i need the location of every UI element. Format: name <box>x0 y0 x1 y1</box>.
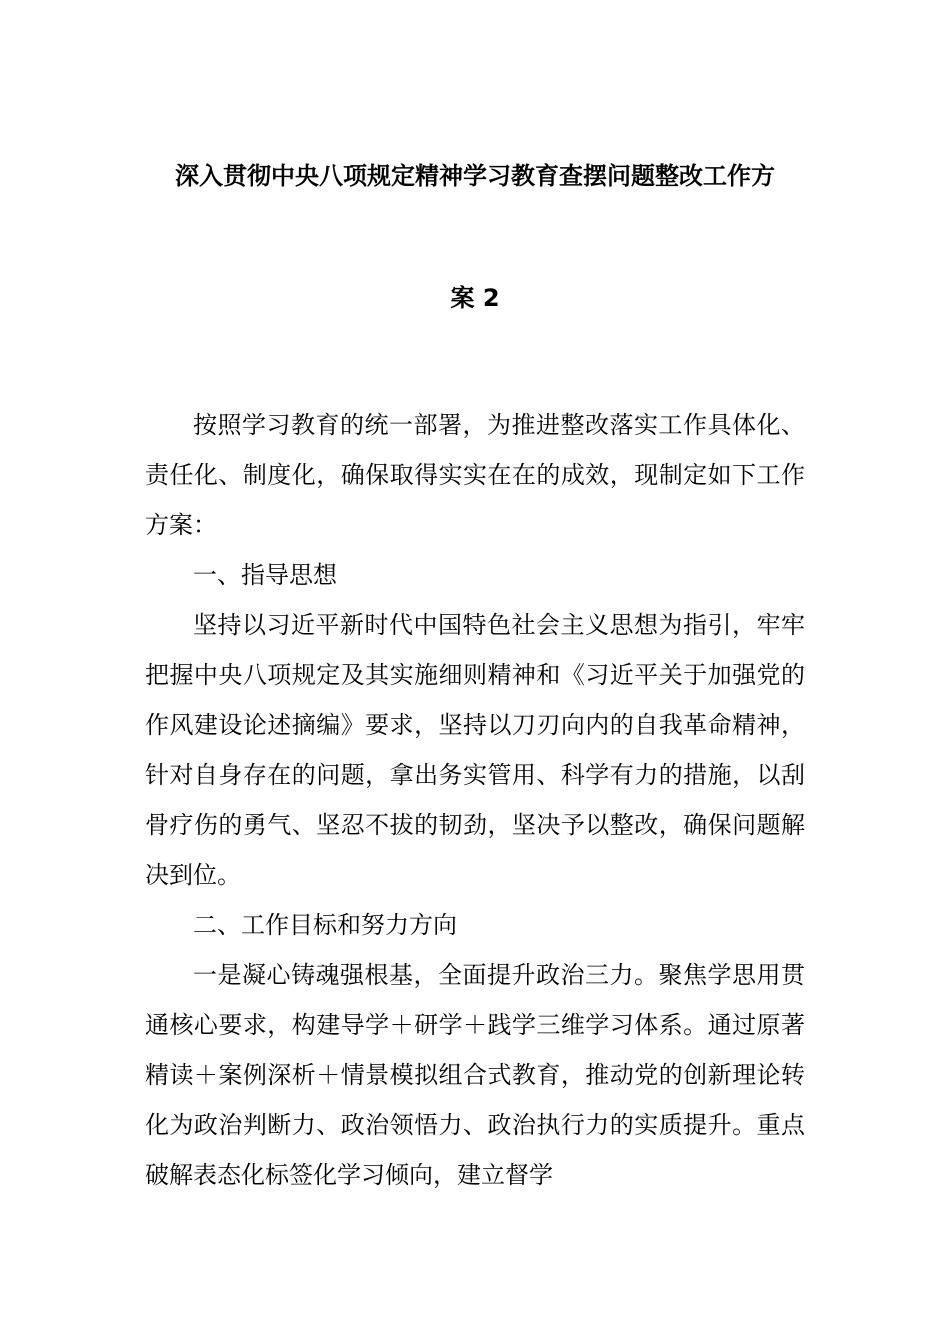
guiding-ideology-paragraph: 坚持以习近平新时代中国特色社会主义思想为指引，牢牢把握中央八项规定及其实施细则精神和《习近平关于加强党的作风建设论述摘编》要求，坚持以刀刃向内的自我革命精神，针对自身存在的问题，拿出务实管用、科学有力的措施，以刮骨疗伤的勇气、坚忍不拔的韧劲，坚决予以整改，确保问题解决到位。 <box>145 611 805 889</box>
document-body <box>145 400 805 1200</box>
section-heading-work-goals: 二、工作目标和努力方向 <box>193 911 457 939</box>
intro-paragraph: 按照学习教育的统一部署，为推进整改落实工作具体化、责任化、制度化，确保取得实实在在的成效，现制定如下工作方案： <box>145 411 805 539</box>
document-title-line-1: 深入贯彻中央八项规定精神学习教育查摆问题整改工作方 <box>175 162 775 190</box>
section-heading-guiding-ideology: 一、指导思想 <box>193 561 337 589</box>
work-goals-paragraph: 一是凝心铸魂强根基，全面提升政治三力。聚焦学思用贯通核心要求，构建导学＋研学＋践学三维学习体系。通过原著精读＋案例深析＋情景模拟组合式教育，推动党的创新理论转化为政治判断力、政治领悟力、政治执行力的实质提升。重点破解表态化标签化学习倾向，建立督学 <box>145 961 805 1189</box>
document-title-line-2: 案 2 <box>450 284 500 312</box>
